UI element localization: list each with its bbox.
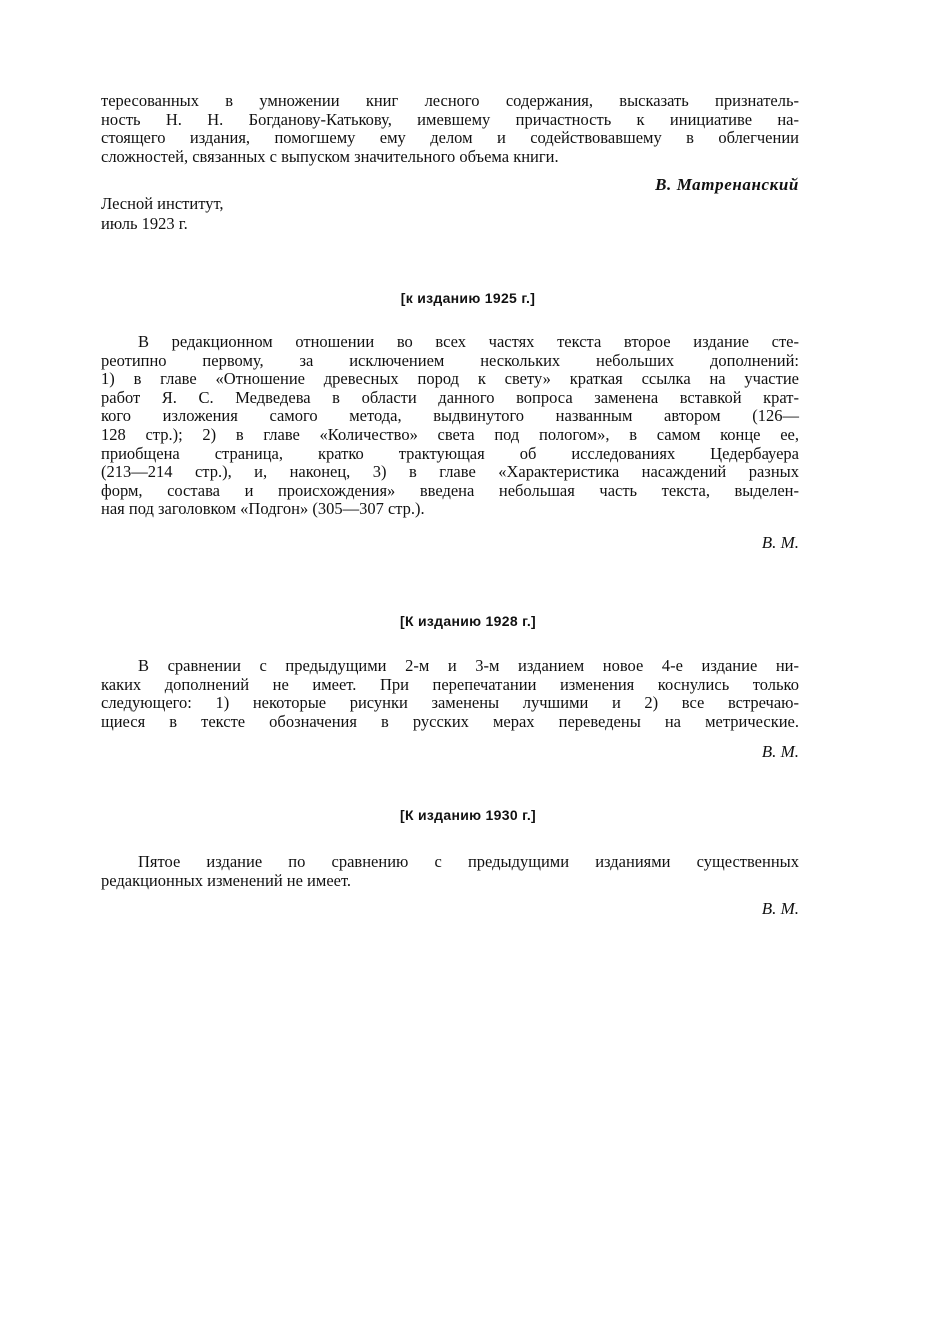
paragraph-line: реотипно первому, за исключением нескольких небольших дополнений: bbox=[101, 350, 799, 370]
intro-date: июль 1923 г. bbox=[101, 214, 188, 233]
section-signature-1928: В. М. bbox=[761, 742, 799, 761]
paragraph-line: 1) в главе «Отношение древесных пород к свету» краткая ссылка на участие bbox=[101, 369, 799, 389]
paragraph-line: В редакционном отношении во всех частях текста второе издание сте- bbox=[138, 332, 799, 351]
author-signature: В. Матренанский bbox=[655, 175, 799, 194]
intro-line: стоящего издания, помогшему ему делом и содействовавшему в облегчении bbox=[101, 128, 799, 148]
paragraph-line: (213—214 стр.), и, наконец, 3) в главе «Характеристика насаждений разных bbox=[101, 462, 799, 482]
paragraph-line: кого изложения самого метода, выдвинутого названным автором (126— bbox=[101, 406, 799, 426]
intro-line: сложностей, связанных с выпуском значительного объема книги. bbox=[101, 146, 559, 166]
institute-name: Лесной институт, bbox=[101, 194, 224, 213]
paragraph-line: приобщена страница, кратко трактующая об исследованиях Цедербауера bbox=[101, 443, 799, 463]
section-paragraph-1925 bbox=[101, 333, 799, 519]
paragraph-line: ная под заголовком «Подгон» (305—307 стр.). bbox=[101, 499, 425, 519]
paragraph-line: Пятое издание по сравнению с предыдущими изданиями существенных bbox=[138, 852, 799, 871]
section-signature-1930: В. М. bbox=[761, 899, 799, 918]
section-heading-1930: [К изданию 1930 г.] bbox=[400, 807, 536, 823]
section-paragraph-1928 bbox=[101, 657, 799, 731]
paragraph-line: каких дополнений не имеет. При перепечатании изменения коснулись только bbox=[101, 674, 799, 694]
paragraph-line: работ Я. С. Медведева в области данного вопроса заменена вставкой крат- bbox=[101, 387, 799, 407]
paragraph-line: 128 стр.); 2) в главе «Количество» света под пологом», в самом конце ее, bbox=[101, 424, 799, 444]
intro-line: ность Н. Н. Богданову-Катькову, имевшему причастность к инициативе на- bbox=[101, 109, 799, 129]
intro-paragraph bbox=[101, 92, 799, 166]
intro-line: тересованных в умножении книг лесного содержания, высказать признатель- bbox=[101, 91, 799, 110]
section-heading-1928: [К изданию 1928 г.] bbox=[400, 613, 536, 629]
paragraph-line: редакционных изменений не имеет. bbox=[101, 870, 352, 890]
paragraph-line: щиеся в тексте обозначения в русских мерах переведены на метрические. bbox=[101, 711, 799, 731]
section-signature-1925: В. М. bbox=[761, 533, 799, 552]
paragraph-line: следующего: 1) некоторые рисунки заменены лучшими и 2) все встречаю- bbox=[101, 693, 799, 713]
paragraph-line: В сравнении с предыдущими 2-м и 3-м изданием новое 4-е издание ни- bbox=[138, 656, 799, 675]
section-heading-1925: [к изданию 1925 г.] bbox=[400, 290, 536, 306]
section-paragraph-1930 bbox=[101, 853, 799, 890]
paragraph-line: форм, состава и происхождения» введена небольшая часть текста, выделен- bbox=[101, 480, 799, 500]
